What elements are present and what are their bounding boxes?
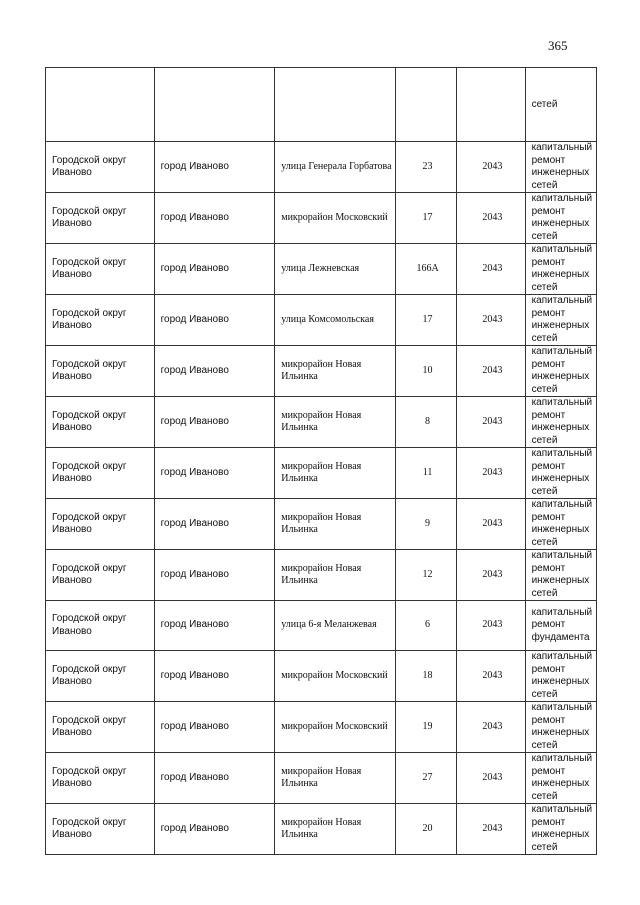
city-cell: город Иваново: [154, 651, 275, 702]
city-cell: город Иваново: [154, 753, 275, 804]
city-cell: город Иваново: [154, 448, 275, 499]
work-type-cell: капитальный ремонт инженерных сетей: [525, 753, 596, 804]
district-cell: Городской округ Иваново: [46, 601, 155, 651]
work-type-cell: капитальный ремонт инженерных сетей: [525, 142, 596, 193]
city-cell: город Иваново: [154, 601, 275, 651]
work-type-cell: капитальный ремонт инженерных сетей: [525, 295, 596, 346]
district-cell: Городской округ Иваново: [46, 346, 155, 397]
table-row: [46, 601, 597, 651]
house-cell: 27: [395, 753, 456, 804]
year-cell: 2043: [457, 550, 525, 601]
table-row: [46, 448, 597, 499]
street-cell: микрорайон Московский: [275, 651, 396, 702]
street-cell: микрорайон Новая Ильинка: [275, 346, 396, 397]
year-cell: 2043: [457, 295, 525, 346]
table-row: [46, 550, 597, 601]
city-cell: город Иваново: [154, 295, 275, 346]
city-cell: город Иваново: [154, 804, 275, 855]
repair-schedule-table: [45, 67, 597, 855]
table-row: [46, 244, 597, 295]
house-cell: 9: [395, 499, 456, 550]
district-cell: Городской округ Иваново: [46, 753, 155, 804]
district-cell: Городской округ Иваново: [46, 499, 155, 550]
city-cell: город Иваново: [154, 346, 275, 397]
year-cell: 2043: [457, 702, 525, 753]
work-type-cell: сетей: [525, 68, 596, 142]
house-cell: 6: [395, 601, 456, 651]
year-cell: 2043: [457, 397, 525, 448]
street-cell: [275, 68, 396, 142]
work-type-cell: капитальный ремонт инженерных сетей: [525, 550, 596, 601]
work-type-cell: капитальный ремонт инженерных сетей: [525, 651, 596, 702]
year-cell: 2043: [457, 753, 525, 804]
work-type-cell: капитальный ремонт инженерных сетей: [525, 448, 596, 499]
table-row: [46, 804, 597, 855]
year-cell: 2043: [457, 193, 525, 244]
city-cell: город Иваново: [154, 397, 275, 448]
district-cell: [46, 68, 155, 142]
city-cell: город Иваново: [154, 550, 275, 601]
house-cell: 166А: [395, 244, 456, 295]
city-cell: город Иваново: [154, 193, 275, 244]
year-cell: 2043: [457, 346, 525, 397]
house-cell: 19: [395, 702, 456, 753]
work-type-cell: капитальный ремонт инженерных сетей: [525, 804, 596, 855]
street-cell: микрорайон Новая Ильинка: [275, 550, 396, 601]
street-cell: улица Генерала Горбатова: [275, 142, 396, 193]
work-type-cell: капитальный ремонт инженерных сетей: [525, 499, 596, 550]
street-cell: микрорайон Новая Ильинка: [275, 753, 396, 804]
city-cell: город Иваново: [154, 244, 275, 295]
year-cell: 2043: [457, 651, 525, 702]
table-row: [46, 295, 597, 346]
city-cell: [154, 68, 275, 142]
year-cell: 2043: [457, 804, 525, 855]
street-cell: микрорайон Московский: [275, 193, 396, 244]
table-row: [46, 397, 597, 448]
work-type-cell: капитальный ремонт инженерных сетей: [525, 346, 596, 397]
district-cell: Городской округ Иваново: [46, 193, 155, 244]
district-cell: Городской округ Иваново: [46, 295, 155, 346]
table-body: [46, 68, 597, 855]
table-row: [46, 193, 597, 244]
city-cell: город Иваново: [154, 702, 275, 753]
table-row: [46, 346, 597, 397]
district-cell: Городской округ Иваново: [46, 804, 155, 855]
house-cell: 8: [395, 397, 456, 448]
table-row: [46, 702, 597, 753]
table-row: [46, 499, 597, 550]
year-cell: 2043: [457, 601, 525, 651]
work-type-cell: капитальный ремонт инженерных сетей: [525, 244, 596, 295]
work-type-cell: капитальный ремонт фундамента: [525, 601, 596, 651]
work-type-cell: капитальный ремонт инженерных сетей: [525, 702, 596, 753]
page-number: 365: [548, 38, 568, 53]
district-cell: Городской округ Иваново: [46, 142, 155, 193]
house-cell: [395, 68, 456, 142]
city-cell: город Иваново: [154, 142, 275, 193]
year-cell: [457, 68, 525, 142]
street-cell: улица Лежневская: [275, 244, 396, 295]
street-cell: улица 6-я Меланжевая: [275, 601, 396, 651]
street-cell: микрорайон Московский: [275, 702, 396, 753]
year-cell: 2043: [457, 499, 525, 550]
street-cell: микрорайон Новая Ильинка: [275, 804, 396, 855]
year-cell: 2043: [457, 244, 525, 295]
district-cell: Городской округ Иваново: [46, 550, 155, 601]
table-row: [46, 753, 597, 804]
work-type-cell: капитальный ремонт инженерных сетей: [525, 397, 596, 448]
year-cell: 2043: [457, 142, 525, 193]
house-cell: 10: [395, 346, 456, 397]
house-cell: 20: [395, 804, 456, 855]
continuation-row: [46, 68, 597, 142]
street-cell: улица Комсомольская: [275, 295, 396, 346]
house-cell: 18: [395, 651, 456, 702]
house-cell: 17: [395, 193, 456, 244]
house-cell: 17: [395, 295, 456, 346]
house-cell: 11: [395, 448, 456, 499]
street-cell: микрорайон Новая Ильинка: [275, 448, 396, 499]
year-cell: 2043: [457, 448, 525, 499]
table-row: [46, 651, 597, 702]
district-cell: Городской округ Иваново: [46, 397, 155, 448]
district-cell: Городской округ Иваново: [46, 651, 155, 702]
work-type-cell: капитальный ремонт инженерных сетей: [525, 193, 596, 244]
house-cell: 12: [395, 550, 456, 601]
district-cell: Городской округ Иваново: [46, 448, 155, 499]
city-cell: город Иваново: [154, 499, 275, 550]
table-row: [46, 142, 597, 193]
street-cell: микрорайон Новая Ильинка: [275, 397, 396, 448]
street-cell: микрорайон Новая Ильинка: [275, 499, 396, 550]
district-cell: Городской округ Иваново: [46, 244, 155, 295]
house-cell: 23: [395, 142, 456, 193]
district-cell: Городской округ Иваново: [46, 702, 155, 753]
